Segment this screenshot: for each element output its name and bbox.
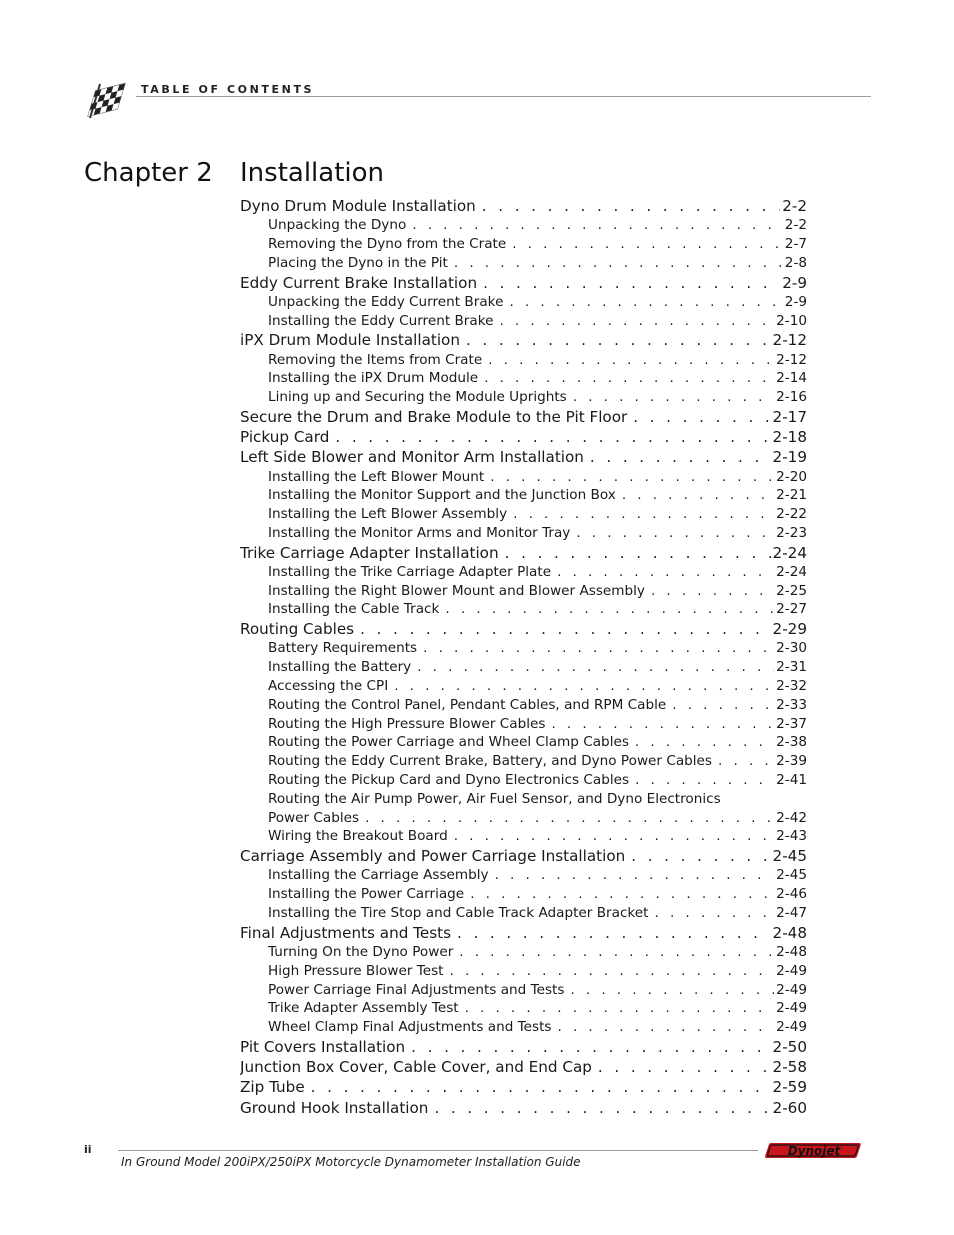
toc-page-number: 2-27: [776, 601, 807, 618]
toc-dot-leader: [635, 771, 774, 790]
toc-page-number: 2-24: [776, 563, 807, 580]
toc-subsection-entry[interactable]: [240, 790, 807, 809]
toc-dot-leader: [365, 809, 774, 828]
toc-entry-label: Junction Box Cover, Cable Cover, and End Cap: [240, 1058, 592, 1077]
toc-page-number: 2-8: [784, 254, 807, 271]
toc-entry-label: Installing the Cable Track: [268, 601, 440, 618]
toc-section-entry[interactable]: [240, 1057, 807, 1077]
toc-subsection-entry[interactable]: [240, 981, 807, 1000]
checkered-flag-icon: [84, 78, 132, 120]
toc-dot-leader: [635, 733, 774, 752]
toc-page-number: 2-45: [772, 847, 807, 866]
toc-dot-leader: [411, 1037, 770, 1057]
toc-dot-leader: [457, 923, 771, 943]
toc-entry-label: Installing the Monitor Support and the Junction Box: [268, 487, 616, 504]
toc-page-number: 2-14: [776, 370, 807, 387]
toc-entry-label: Battery Requirements: [268, 640, 418, 657]
toc-page-number: 2-46: [776, 886, 807, 903]
toc-page-number: 2-58: [772, 1058, 807, 1077]
toc-dot-leader: [495, 866, 775, 885]
toc-subsection-entry[interactable]: [240, 943, 807, 962]
toc-subsection-entry[interactable]: [240, 235, 807, 254]
toc-page-number: 2-9: [782, 273, 807, 292]
toc-page-number: 2-49: [776, 962, 807, 979]
toc-section-entry[interactable]: [240, 1098, 807, 1118]
toc-entry-label: Installing the Tire Stop and Cable Track Adapter Bracket: [268, 905, 649, 921]
toc-entry-label: Installing the Power Carriage: [268, 886, 465, 903]
toc-dot-leader: [598, 1057, 771, 1077]
toc-page-number: 2-12: [776, 351, 807, 368]
toc-section-entry[interactable]: [240, 330, 807, 350]
toc-dot-leader: [470, 885, 774, 904]
toc-page-number: 2-24: [772, 543, 807, 562]
toc-dot-leader: [622, 486, 774, 505]
toc-subsection-entry[interactable]: [240, 293, 807, 312]
toc-page-number: 2-33: [776, 696, 807, 713]
toc-page-number: 2-19: [772, 448, 807, 467]
toc-subsection-entry[interactable]: [240, 254, 807, 273]
footer-rule: [118, 1150, 758, 1151]
toc-page-number: 2-7: [784, 235, 807, 252]
section-title: TABLE OF CONTENTS: [141, 83, 315, 96]
toc-entry-label: Unpacking the Dyno: [268, 217, 407, 234]
toc-section-entry[interactable]: [240, 923, 807, 943]
toc-page-number: 2-47: [776, 905, 807, 921]
toc-dot-leader: [445, 600, 774, 619]
toc-section-entry[interactable]: [240, 196, 807, 216]
toc-section-entry[interactable]: [240, 273, 807, 293]
toc-dot-leader: [465, 999, 775, 1018]
toc-page-number: 2-50: [772, 1037, 807, 1056]
toc-entry-label: Wiring the Breakout Board: [268, 828, 448, 845]
toc-subsection-entry[interactable]: [240, 369, 807, 388]
toc-subsection-entry[interactable]: [240, 1018, 807, 1037]
toc-entry-label: Zip Tube: [240, 1078, 305, 1097]
table-of-contents: [240, 196, 807, 1118]
chapter-label: Chapter 2: [84, 158, 213, 188]
toc-dot-leader: [570, 981, 774, 1000]
toc-subsection-entry[interactable]: [240, 658, 807, 677]
toc-entry-label: Final Adjustments and Tests: [240, 923, 451, 942]
toc-entry-label: Routing the High Pressure Blower Cables: [268, 715, 546, 732]
toc-entry-label: Pickup Card: [240, 428, 330, 447]
toc-subsection-entry[interactable]: [240, 505, 807, 524]
toc-dot-leader: [311, 1077, 771, 1097]
toc-dot-leader: [551, 715, 774, 734]
toc-dot-leader: [490, 468, 774, 487]
toc-subsection-entry[interactable]: [240, 582, 807, 601]
toc-dot-leader: [423, 639, 774, 658]
toc-subsection-entry[interactable]: [240, 904, 807, 923]
toc-subsection-entry[interactable]: [240, 677, 807, 696]
toc-entry-label: Installing the Battery: [268, 659, 412, 676]
toc-dot-leader: [454, 254, 783, 273]
toc-subsection-entry[interactable]: [240, 524, 807, 543]
toc-subsection-entry[interactable]: [240, 312, 807, 331]
toc-dot-leader: [718, 752, 774, 771]
toc-subsection-entry[interactable]: [240, 216, 807, 235]
toc-page-number: 2-48: [776, 943, 807, 960]
chapter-title: Installation: [240, 158, 385, 188]
toc-subsection-entry[interactable]: [240, 866, 807, 885]
toc-subsection-entry[interactable]: [240, 600, 807, 619]
toc-entry-label: Installing the Left Blower Mount: [268, 468, 485, 485]
toc-dot-leader: [482, 196, 780, 216]
toc-page-number: 2-59: [772, 1078, 807, 1097]
toc-dot-leader: [631, 846, 770, 866]
toc-entry-label: Power Carriage Final Adjustments and Tests: [268, 981, 565, 998]
toc-subsection-entry[interactable]: [240, 999, 807, 1018]
toc-dot-leader: [557, 563, 774, 582]
toc-entry-label: Left Side Blower and Monitor Arm Installation: [240, 448, 584, 467]
dynojet-logo: [762, 1141, 866, 1161]
toc-entry-label: Installing the Trike Carriage Adapter Plate: [268, 563, 552, 580]
toc-entry-label: Placing the Dyno in the Pit: [268, 254, 448, 271]
toc-page-number: 2-25: [776, 582, 807, 599]
toc-subsection-entry[interactable]: [240, 486, 807, 505]
toc-dot-leader: [466, 330, 771, 350]
toc-entry-label: Ground Hook Installation: [240, 1098, 429, 1117]
toc-dot-leader: [655, 904, 775, 923]
toc-dot-leader: [434, 1098, 770, 1118]
toc-entry-label: Routing the Air Pump Power, Air Fuel Sensor, and Dyno Electronics: [268, 790, 721, 807]
toc-entry-label: Routing the Control Panel, Pendant Cables, and RPM Cable: [268, 696, 667, 713]
toc-entry-label: Installing the Eddy Current Brake: [268, 312, 494, 329]
toc-entry-label: Power Cables: [268, 809, 360, 826]
toc-dot-leader: [672, 696, 774, 715]
toc-page-number: 2-49: [776, 1000, 807, 1017]
toc-section-entry[interactable]: [240, 427, 807, 447]
toc-dot-leader: [576, 524, 774, 543]
toc-dot-leader: [513, 505, 774, 524]
toc-page-number: 2-21: [776, 487, 807, 504]
toc-page-number: 2-60: [772, 1098, 807, 1117]
toc-dot-leader: [633, 407, 770, 427]
toc-subsection-entry[interactable]: [240, 715, 807, 734]
toc-dot-leader: [558, 1018, 775, 1037]
toc-dot-leader: [651, 582, 774, 601]
toc-section-entry[interactable]: [240, 543, 807, 563]
toc-subsection-entry[interactable]: [240, 351, 807, 370]
toc-section-entry[interactable]: [240, 447, 807, 467]
toc-dot-leader: [483, 273, 780, 293]
toc-page-number: 2-32: [776, 678, 807, 695]
toc-subsection-entry[interactable]: [240, 639, 807, 658]
toc-dot-leader: [488, 351, 774, 370]
toc-entry-label: Routing the Eddy Current Brake, Battery, and Dyno Power Cables: [268, 753, 713, 770]
toc-dot-leader: [450, 962, 775, 981]
toc-page-number: 2-2: [782, 197, 807, 215]
toc-subsection-entry[interactable]: [240, 696, 807, 715]
toc-subsection-entry[interactable]: [240, 885, 807, 904]
toc-entry-label: Trike Adapter Assembly Test: [268, 1000, 459, 1017]
header-rule: [136, 96, 871, 97]
toc-section-entry[interactable]: [240, 1077, 807, 1097]
toc-subsection-entry[interactable]: [240, 733, 807, 752]
toc-section-entry[interactable]: [240, 407, 807, 427]
toc-entry-label: iPX Drum Module Installation: [240, 331, 460, 350]
toc-subsection-entry[interactable]: [240, 771, 807, 790]
toc-subsection-entry[interactable]: [240, 962, 807, 981]
toc-page-number: 2-12: [772, 331, 807, 350]
toc-subsection-entry[interactable]: [240, 388, 807, 407]
toc-subsection-entry[interactable]: [240, 809, 807, 828]
toc-dot-leader: [412, 216, 783, 235]
toc-dot-leader: [590, 447, 771, 467]
footer-document-title: In Ground Model 200iPX/250iPX Motorcycle Dynamometer Installation Guide: [121, 1155, 581, 1169]
toc-entry-label: Routing Cables: [240, 620, 355, 639]
toc-dot-leader: [360, 619, 770, 639]
toc-page-number: 2-17: [772, 407, 807, 426]
toc-entry-label: Installing the Carriage Assembly: [268, 867, 489, 884]
toc-entry-label: Trike Carriage Adapter Installation: [240, 543, 499, 562]
toc-dot-leader: [509, 293, 782, 312]
toc-entry-label: Routing the Power Carriage and Wheel Clamp Cables: [268, 734, 629, 751]
toc-dot-leader: [573, 388, 774, 407]
toc-entry-label: Routing the Pickup Card and Dyno Electronics Cables: [268, 772, 630, 789]
logo-text: Dynojet: [787, 1144, 841, 1158]
toc-entry-label: Installing the Right Blower Mount and Blower Assembly: [268, 582, 645, 599]
toc-page-number: 2-16: [776, 389, 807, 406]
toc-page-number: 2-38: [776, 734, 807, 751]
toc-entry-label: Lining up and Securing the Module Uprights: [268, 389, 567, 406]
toc-page-number: 2-49: [776, 1019, 807, 1036]
toc-page-number: 2-42: [776, 809, 807, 826]
toc-page-number: 2-41: [776, 772, 807, 789]
footer-page-number: ii: [84, 1143, 92, 1156]
toc-subsection-entry[interactable]: [240, 563, 807, 582]
toc-page-number: 2-10: [776, 312, 807, 329]
toc-page-number: 2-18: [772, 428, 807, 447]
toc-page-number: 2-43: [776, 828, 807, 845]
toc-entry-label: Removing the Dyno from the Crate: [268, 235, 507, 252]
toc-entry-label: Installing the iPX Drum Module: [268, 370, 479, 387]
toc-entry-label: Accessing the CPI: [268, 678, 389, 695]
toc-page-number: 2-2: [784, 217, 807, 234]
toc-dot-leader: [454, 827, 774, 846]
toc-page-number: 2-22: [776, 506, 807, 523]
toc-page-number: 2-48: [772, 923, 807, 942]
toc-dot-leader: [417, 658, 774, 677]
toc-entry-label: Carriage Assembly and Power Carriage Installation: [240, 847, 626, 866]
toc-page-number: 2-20: [776, 468, 807, 485]
toc-dot-leader: [499, 312, 774, 331]
toc-dot-leader: [459, 943, 774, 962]
toc-dot-leader: [505, 543, 771, 563]
toc-entry-label: Eddy Current Brake Installation: [240, 273, 478, 292]
toc-page-number: 2-23: [776, 524, 807, 541]
toc-dot-leader: [484, 369, 774, 388]
toc-page-number: 2-30: [776, 640, 807, 657]
toc-entry-label: Removing the Items from Crate: [268, 351, 483, 368]
toc-page-number: 2-9: [784, 293, 807, 310]
toc-page-number: 2-31: [776, 659, 807, 676]
toc-entry-label: Wheel Clamp Final Adjustments and Tests: [268, 1019, 552, 1036]
toc-entry-label: Dyno Drum Module Installation: [240, 197, 476, 215]
toc-subsection-entry[interactable]: [240, 468, 807, 487]
toc-page-number: 2-49: [776, 981, 807, 998]
toc-section-entry[interactable]: [240, 846, 807, 866]
page-header: [84, 76, 872, 120]
toc-subsection-entry[interactable]: [240, 752, 807, 771]
toc-entry-label: Turning On the Dyno Power: [268, 943, 454, 960]
toc-dot-leader: [335, 427, 770, 447]
toc-entry-label: Installing the Monitor Arms and Monitor Tray: [268, 524, 571, 541]
toc-section-entry[interactable]: [240, 619, 807, 639]
toc-entry-label: Pit Covers Installation: [240, 1037, 406, 1056]
toc-dot-leader: [394, 677, 774, 696]
toc-entry-label: High Pressure Blower Test: [268, 962, 444, 979]
toc-entry-label: Unpacking the Eddy Current Brake: [268, 293, 504, 310]
toc-page-number: 2-37: [776, 715, 807, 732]
toc-page-number: 2-45: [776, 867, 807, 884]
toc-dot-leader: [512, 235, 783, 254]
toc-subsection-entry[interactable]: [240, 827, 807, 846]
toc-entry-label: Secure the Drum and Brake Module to the Pit Floor: [240, 407, 628, 426]
toc-entry-label: Installing the Left Blower Assembly: [268, 506, 508, 523]
toc-page-number: 2-39: [776, 753, 807, 770]
toc-page-number: 2-29: [772, 620, 807, 639]
toc-section-entry[interactable]: [240, 1037, 807, 1057]
